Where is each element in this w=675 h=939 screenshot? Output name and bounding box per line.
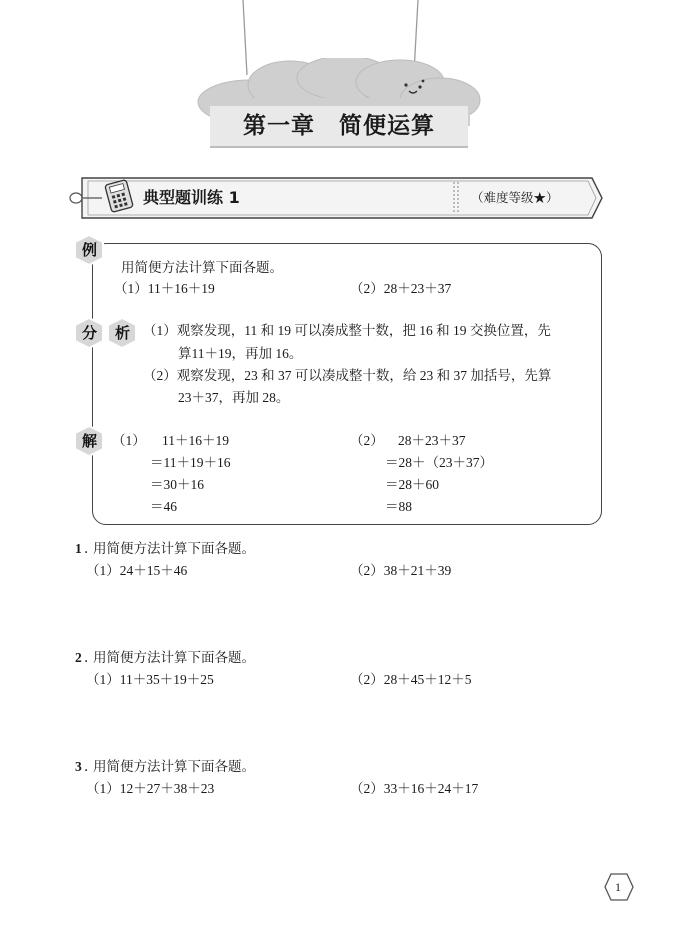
example-badge-label: 例 <box>82 241 98 259</box>
exercise-3-problem-1: （1）12＋27＋38＋23 <box>86 781 215 796</box>
chapter-title: 第一章 简便运算 <box>210 106 468 148</box>
solution-2-line: ＝28＋（23＋37） <box>385 455 493 470</box>
example-problem-2: （2）28＋23＋37 <box>350 281 452 296</box>
example-instruction: 用简便方法计算下面各题。 <box>121 260 283 276</box>
analysis-1-line-2: 算11＋19，再加 16。 <box>178 346 303 361</box>
analysis-badge-label-2: 析 <box>115 324 131 342</box>
difficulty-label: （难度等级★） <box>471 190 559 205</box>
exercise-1-instruction: 用简便方法计算下面各题。 <box>93 541 255 557</box>
solution-1-line: ＝30＋16 <box>150 477 204 492</box>
exercise-2-instruction: 用简便方法计算下面各题。 <box>93 650 255 666</box>
exercise-2-problem-2: （2）28＋45＋12＋5 <box>350 672 472 687</box>
solution-1-label: （1） <box>112 433 146 448</box>
exercise-1-problem-2: （2）38＋21＋39 <box>350 563 452 578</box>
solution-1-line: ＝11＋19＋16 <box>150 455 231 470</box>
solution-1-line: ＝46 <box>150 499 177 514</box>
solution-2-line: 28＋23＋37 <box>398 433 466 448</box>
solution-1-line: 11＋16＋19 <box>162 433 229 448</box>
analysis-badge-label-1: 分 <box>82 324 98 342</box>
exercise-3-problem-2: （2）33＋16＋24＋17 <box>350 781 479 796</box>
example-problem-1: （1）11＋16＋19 <box>114 281 215 296</box>
exercise-3-instruction: 用简便方法计算下面各题。 <box>93 759 255 775</box>
exercise-2-number: 2 <box>75 650 82 665</box>
exercise-2-problem-1: （1）11＋35＋19＋25 <box>86 672 214 687</box>
solution-2-label: （2） <box>350 433 384 448</box>
solution-badge-label: 解 <box>82 432 98 450</box>
page-number: 1 <box>615 880 621 894</box>
analysis-2-line-2: 23＋37，再加 28。 <box>178 390 290 405</box>
exercise-2-dot: . <box>84 650 89 666</box>
exercise-1-problem-1: （1）24＋15＋46 <box>86 563 188 578</box>
exercise-3-number: 3 <box>75 759 82 774</box>
exercise-1-number: 1 <box>75 541 82 556</box>
analysis-1-line-1: （1）观察发现，11 和 19 可以凑成整十数，把 16 和 19 交换位置，先 <box>143 323 551 338</box>
solution-2-line: ＝88 <box>385 499 412 514</box>
solution-2-line: ＝28＋60 <box>385 477 439 492</box>
analysis-2-line-1: （2）观察发现，23 和 37 可以凑成整十数，给 23 和 37 加括号，先算 <box>143 368 552 383</box>
exercise-3-dot: . <box>84 759 89 775</box>
exercise-1-dot: . <box>84 541 89 557</box>
section-title: 典型题训练 1 <box>143 188 240 207</box>
